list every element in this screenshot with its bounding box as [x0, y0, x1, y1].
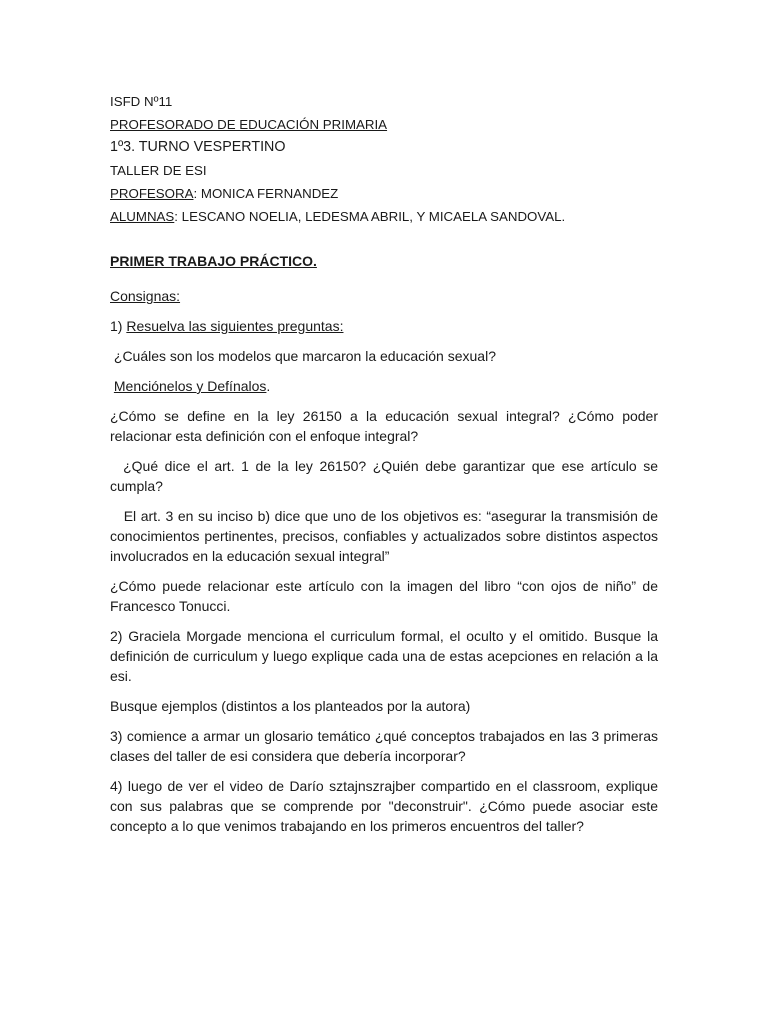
workshop-name: TALLER DE ESI [110, 163, 207, 178]
consignas-heading [110, 286, 658, 306]
question-1a: ¿Cuáles son los modelos que marcaron la educación sexual? [110, 348, 496, 364]
program-name [110, 113, 658, 136]
document-title: PRIMER TRABAJO PRÁCTICO. [110, 253, 317, 269]
program-name-text: PROFESORADO DE EDUCACIÓN PRIMARIA [110, 117, 388, 132]
question-1d: ¿Qué dice el art. 1 de la ley 26150? ¿Quién debe garantizar que ese artículo se cumpla? [110, 458, 662, 494]
institution-name: ISFD Nº11 [110, 94, 173, 109]
teacher-label: PROFESORA [110, 186, 194, 201]
students-line [110, 205, 658, 228]
question-1-number: 1) [110, 318, 127, 334]
assignment-body [110, 286, 662, 846]
students-label: ALUMNAS [110, 209, 175, 224]
question-1e: El art. 3 en su inciso b) dice que uno de los objetivos es: “asegurar la transmisión de conocimientos pertinentes, precisos, confiables y actualizados sobre distintos aspectos involucrados en la educación sexual integral” [110, 508, 662, 564]
course-shift: 1º3. TURNO VESPERTINO [110, 139, 286, 155]
students-value: : LESCANO NOELIA, LEDESMA ABRIL, Y MICAELA SANDOVAL. [174, 209, 566, 224]
question-1-instruction-text: Resuelva las siguientes preguntas: [126, 318, 344, 334]
question-1-instruction [110, 316, 658, 336]
question-2-examples: Busque ejemplos (distintos a los planteados por la autora) [110, 698, 471, 714]
teacher-line [110, 182, 658, 205]
document-page [110, 90, 662, 834]
question-1b-suffix: . [266, 378, 271, 394]
question-2: 2) Graciela Morgade menciona el curriculum formal, el oculto y el omitido. Busque la definición de curriculum y luego explique cada una de estas acepciones en relación a la esi. [110, 628, 658, 684]
question-4: 4) luego de ver el video de Darío sztajnszrajber compartido en el classroom, explique con sus palabras que se comprende por "deconstruir". ¿Cómo puede asociar este concepto a lo que venimos trabajando en los primeros encuentros del taller? [110, 778, 658, 834]
question-3: 3) comience a armar un glosario temático ¿qué conceptos trabajados en las 3 primeras clases del taller de esi considera que debería incorporar? [110, 728, 658, 764]
teacher-value: : MONICA FERNANDEZ [193, 186, 339, 201]
question-1b [110, 376, 658, 396]
consignas-label: Consignas: [110, 288, 181, 304]
question-1b-text: Menciónelos y Defínalos [113, 378, 267, 394]
question-1f: ¿Cómo puede relacionar este artículo con la imagen del libro “con ojos de niño” de Francesco Tonucci. [110, 578, 658, 614]
question-1c: ¿Cómo se define en la ley 26150 a la educación sexual integral? ¿Cómo poder relacionar esta definición con el enfoque integral? [110, 408, 658, 444]
